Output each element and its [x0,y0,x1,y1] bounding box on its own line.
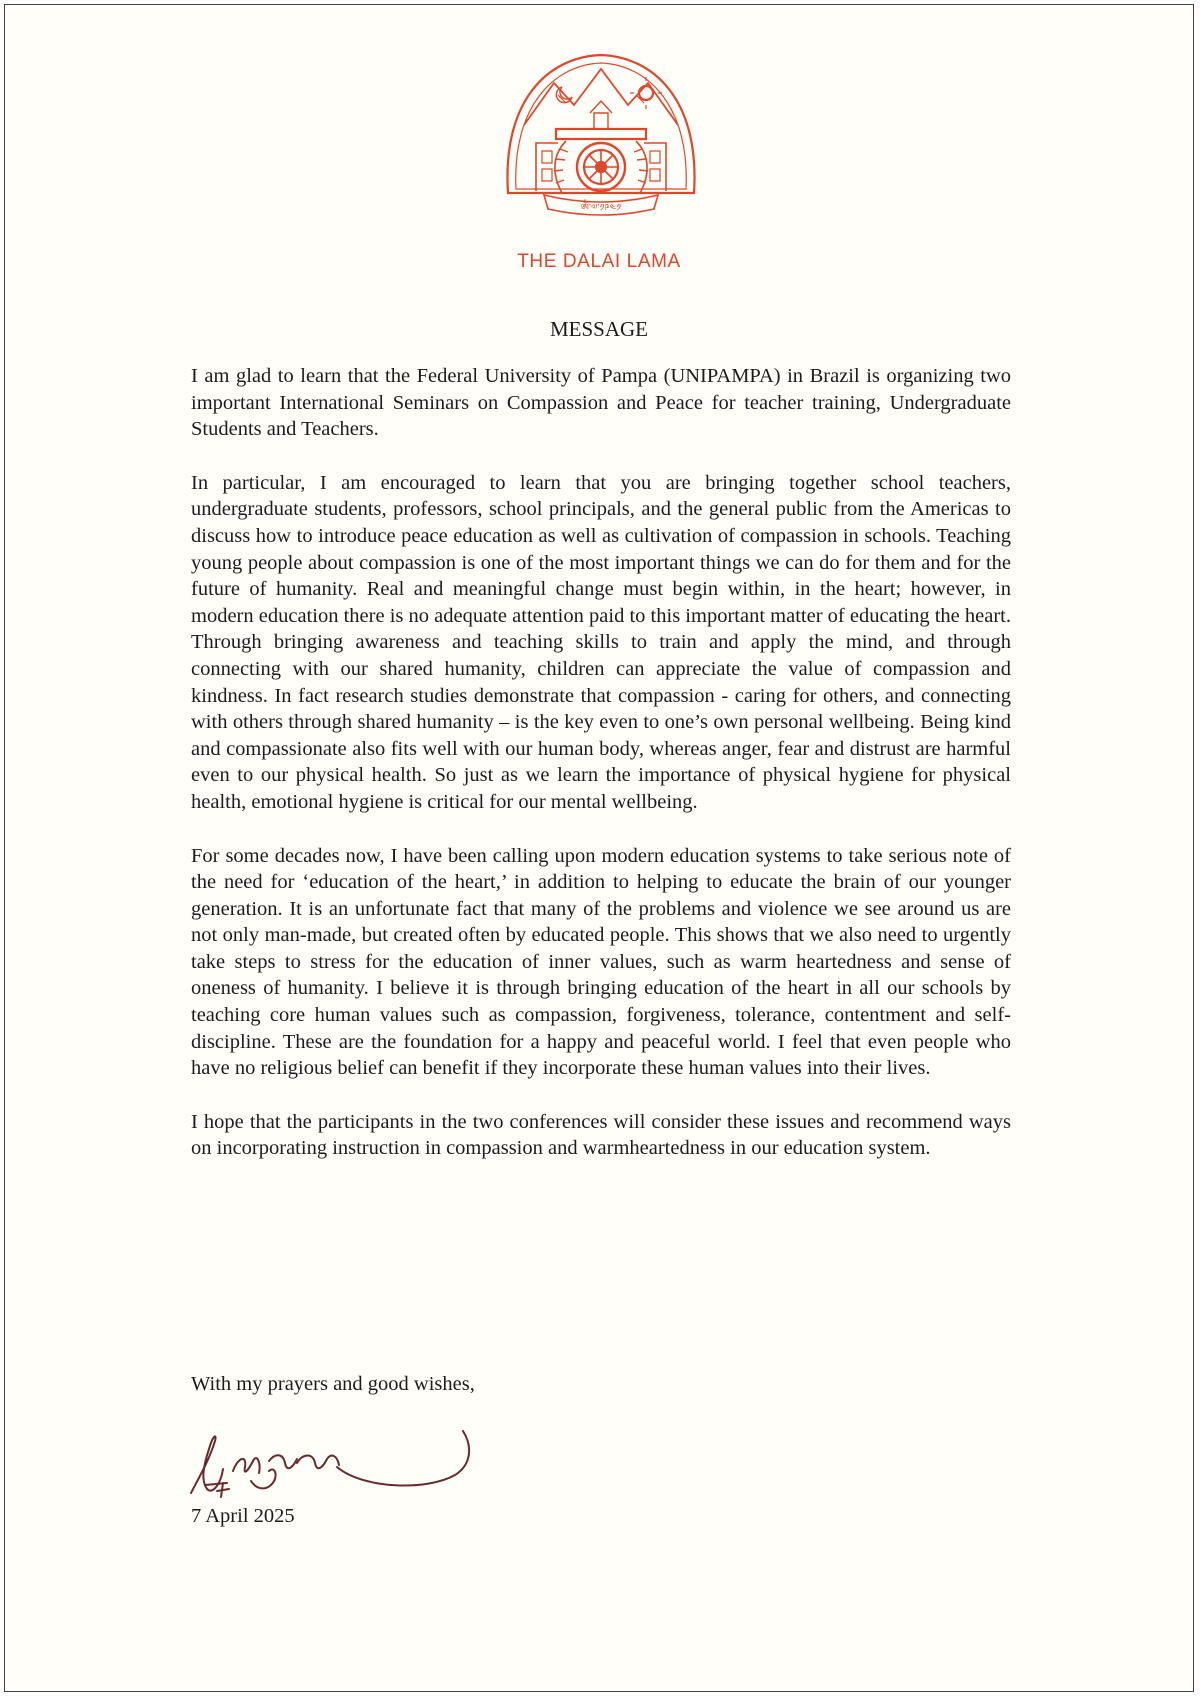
body-paragraph: I hope that the participants in the two conferences will consider these issues and recommend ways on incorporating instruction in compassion and warmheartedness in our education system. [191,1110,1011,1160]
body-paragraph: I am glad to learn that the Federal University of Pampa (UNIPAMPA) in Brazil is organizing two important International Seminars on Compassion and Peace for teacher training, Undergraduate Students and Teachers. [191,365,1011,441]
seal-inscription: ༀ་༧་༡༩༤༡ [580,203,622,214]
signature-image [187,1423,487,1503]
letterhead-title: THE DALAI LAMA [517,251,681,272]
message-heading: MESSAGE [549,317,649,341]
letter-date: 7 April 2025 [191,1505,295,1527]
seal-emblem-icon [496,43,706,219]
closing-line: With my prayers and good wishes, [191,1373,475,1395]
body-paragraph: In particular, I am encouraged to learn that you are bringing together school teachers, undergraduate students, professors, school principals, and the general public from the Americas to discuss how to introduce peace education as well as cultivation of compassion in schools. Teaching young people about compassion is one of the most important things we can do for them and for the future of humanity. Real and meaningful change must begin within, in the heart; however, in modern education there is no adequate attention paid to this important matter of educating the heart. Through bringing awareness and teaching skills to train and apply the mind, and through connecting with our shared humanity, children can appreciate the value of compassion and kindness. In fact research studies demonstrate that compassion - caring for others, and connecting with others through shared humanity – is the key even to one’s own personal wellbeing. Being kind and compassionate also fits well with our human body, whereas anger, fear and distrust are harmful even to our physical health. So just as we learn the importance of physical hygiene for physical health, emotional hygiene is critical for our mental wellbeing. [191,471,1011,813]
message-body [191,363,1011,1189]
body-paragraph: For some decades now, I have been calling upon modern education systems to take serious note of the need for ‘education of the heart,’ in addition to helping to educate the brain of our younger generation. It is an unfortunate fact that many of the problems and violence we see around us are not only man-made, but created often by educated people. This shows that we also need to urgently take steps to stress for the education of inner values, such as warm heartedness and sense of oneness of humanity. I believe it is through bringing education of the heart in all our schools by teaching core human values such as compassion, forgiveness, tolerance, contentment and self-discipline. These are the foundation for a happy and peaceful world. I feel that even people who have no religious belief can benefit if they incorporate these human values into their lives. [191,844,1011,1080]
letter-page [4,4,1194,1692]
